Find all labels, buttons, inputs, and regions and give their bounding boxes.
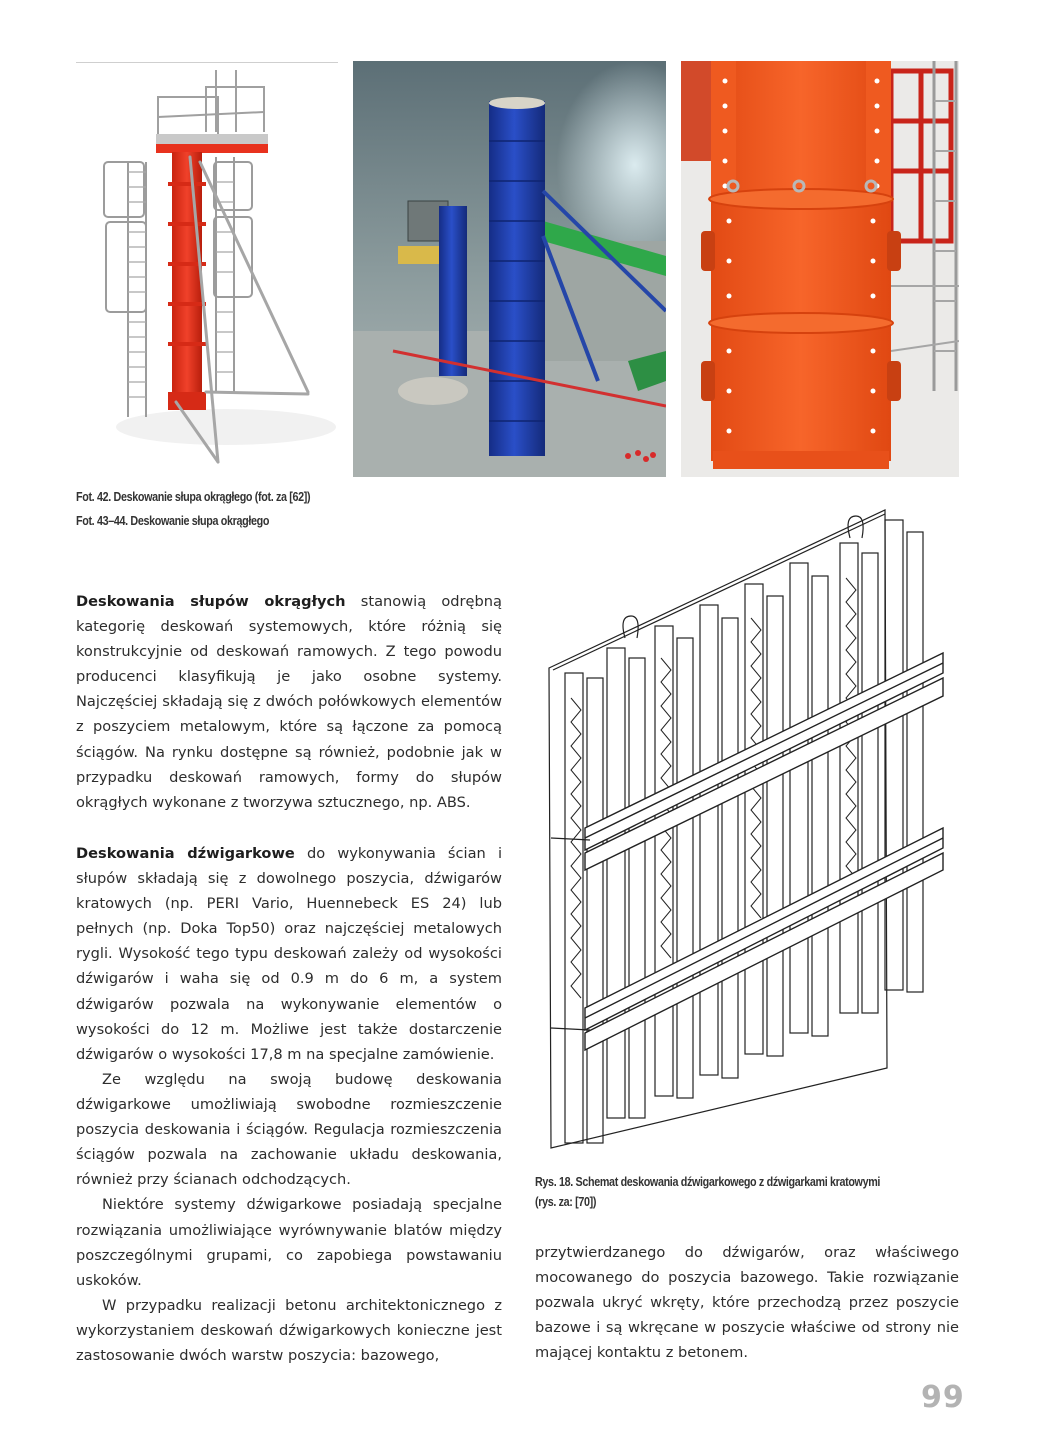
photo-fot-42: [76, 62, 338, 476]
blue-column-formwork-photo: [353, 61, 666, 477]
top-rule: [76, 62, 338, 63]
paragraph-round-column-formwork: [76, 589, 502, 815]
paragraph-architectural-concrete: W przypadku realizacji betonu architektonicznego z wykorzystaniem deskowań dźwigarkowych konieczne jest zastosowanie dwóch warstw poszycia: bazowego,: [76, 1296, 502, 1365]
paragraph-text: przytwierdzanego do dźwigarów, oraz właściwego mocowanego do poszycia bazowego. Takie rozwiązanie pozwala ukryć wkręty, które przechodzą przez poszycie bazowe i są wkręcane w poszycie właściwe od strony nie mającej kontaktu z betonem.: [535, 1244, 959, 1362]
paragraph-girder-formwork: [76, 841, 502, 1067]
girder-formwork-schematic: [545, 508, 957, 1153]
photo-fot-43: [353, 61, 666, 477]
caption-fot-43-44: Fot. 43–44. Deskowanie słupa okrągłego: [76, 514, 270, 528]
term-round-column-formwork: Deskowania słupów okrągłych: [76, 593, 346, 610]
paragraph-leveling: Niektóre systemy dźwigarkowe posiadają specjalne rozwiązania umożliwiające wyrównywanie blatów między poszczególnymi grupami, co zapobiega powstawaniu uskoków.: [76, 1196, 502, 1289]
paragraph-tie-placement: Ze względu na swoją budowę deskowania dźwigarkowe umożliwiają swobodne rozmieszczenie poszycia deskowania i ściągów. Regulacja rozmieszczenia ściągów pozwala na zachowanie układu deskowania, również przy ścianach odchodzących.: [76, 1071, 502, 1189]
diagram-rys-18: [545, 508, 957, 1153]
term-girder-formwork: Deskowania dźwigarkowe: [76, 845, 295, 862]
caption-rys-18-line-2: (rys. za: [70]): [535, 1195, 597, 1209]
page-number: 99: [921, 1380, 965, 1415]
orange-column-formwork-photo: [681, 61, 959, 477]
paragraph-architectural-concrete-continued: [535, 1240, 959, 1365]
red-column-formwork-illustration: [76, 62, 338, 476]
caption-rys-18: [535, 1172, 948, 1212]
photo-fot-44: [681, 61, 959, 477]
caption-rys-18-line-1: Rys. 18. Schemat deskowania dźwigarkowego z dźwigarkami kratowymi: [535, 1175, 881, 1189]
paragraph-text: stanowią odrębną kategorię deskowań systemowych, które różnią się konstrukcyjnie od deskowań ramowych. Z tego powodu producenci klasyfikują je jako osobne systemy. Najczęściej składają się z dwóch połówkowych elementów z poszyciem metalowym, które są łączone za pomocą ściągów. Na rynku dostępne są również, podobnie jak w przypadku deskowań ramowych, formy do słupów okrągłych wykonane z tworzywa sztucznego, np. ABS.: [76, 593, 502, 811]
paragraph-text: do wykonywania ścian i słupów składają się z dowolnego poszycia, dźwigarów kratowych (np. PERI Vario, Huennebeck ES 24) lub pełnych (np. Doka Top50) oraz najczęściej metalowych rygli. Wysokość tego typu deskowań zależy od wysokości dźwigarów i waha się od 0.9 m do 6 m, a system dźwigarów pozwala na wykonywanie elementów o wysokości do 12 m. Możliwe jest także dostarczenie dźwigarów o wysokości 17,8 m na specjalne zamówienie.: [76, 845, 503, 1063]
caption-fot-42: Fot. 42. Deskowanie słupa okrągłego (fot. za [62]): [76, 490, 311, 504]
paragraph-group: [76, 1067, 502, 1368]
